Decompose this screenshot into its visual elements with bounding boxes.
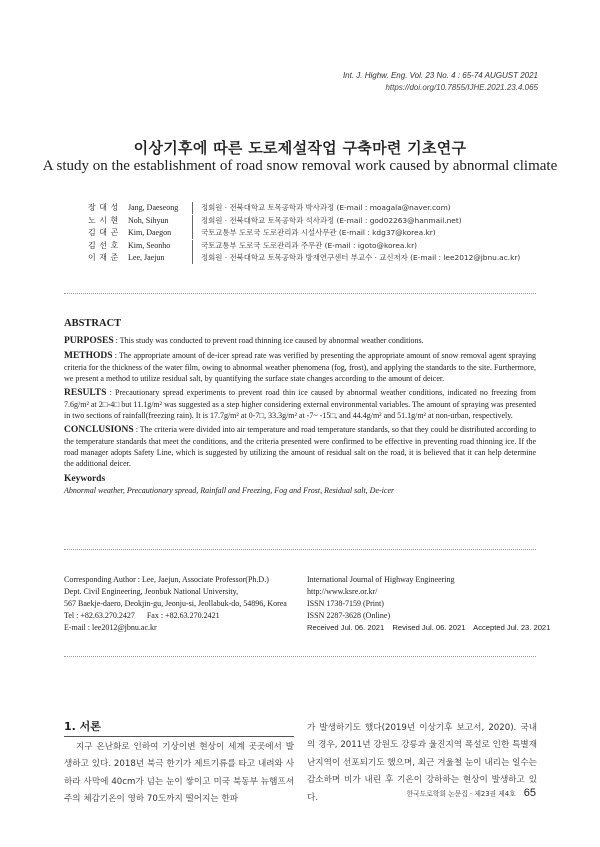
author-row xyxy=(88,252,520,265)
abstract-methods xyxy=(64,350,536,384)
author-affiliation: 국토교통부 도로국 도로관리과 시설사무관 (E-mail : kdg37@korea.kr) xyxy=(201,228,436,238)
author-affiliation: 정회원 · 전북대학교 토목공학과 석사과정 (E-mail : god02263@hanmail.net) xyxy=(201,215,462,225)
author-name-en: Lee, Jaejun xyxy=(128,253,165,263)
journal-info-line: International Journal of Highway Engineering xyxy=(307,575,455,584)
page-footer xyxy=(407,787,536,799)
author-row xyxy=(88,215,520,228)
corresponding-line: Corresponding Author : Lee, Jaejun, Associate Professor(Ph.D.) xyxy=(64,575,269,584)
conclusions-text: : The criteria were divided into air temperature and road temperature standards, so that they could be distributed according to the temperature standards that meet the conditions, and the criteria presented were confirmed to be effective in preventing road thinning ice. If the road manager adopts Safety Line, which is suggested by utilizing the amount of residual salt on the road, it is believed that it can help determine the additional deicer. xyxy=(64,425,536,468)
author-row xyxy=(88,202,520,215)
author-divider xyxy=(192,252,201,264)
footer-journal: 한국도로학회 논문집 · 제23권 제4호 xyxy=(406,790,516,798)
results-text: : Precautionary spread experiments to prevent road thin ice caused by abnormal weather conditions, indicated no freezing from 7.6g/m² at 2□-4□ but 11.1g/m² was suggested as a step higher considering external environmental variables. The amount of spraying was presented in two sections of rainfall(freezing rain). It is 17.7g/m² at 0-7□, 33.3g/m² at -7~ -15□, and 44.4g/m² and 51.1g/m² at non-urban, respectively. xyxy=(64,388,536,420)
abstract-section xyxy=(64,318,536,496)
conclusions-label: CONCLUSIONS xyxy=(64,425,134,435)
keywords-list: Abnormal weather, Precautionary spread, Rainfall and Freezing, Fog and Frost, Residual salt, De-icer xyxy=(64,486,395,495)
author-name-en: Jang, Daeseong xyxy=(128,203,179,212)
journal-citation: Int. J. Highw. Eng. Vol. 23 No. 4 : 65-74 AUGUST 2021 xyxy=(342,71,538,80)
methods-label: METHODS xyxy=(64,351,113,361)
section-rule xyxy=(64,736,294,737)
author-name-ko: 장 대 성 xyxy=(88,203,119,212)
divider-dotted xyxy=(64,656,536,657)
divider-dotted xyxy=(64,293,536,294)
author-name-ko: 김 대 곤 xyxy=(88,228,119,238)
author-name-ko: 노 시 현 xyxy=(88,215,119,225)
author-name-en: Kim, Seonho xyxy=(128,240,171,250)
accepted-date: Accepted Jul. 23. 2021 xyxy=(473,623,551,632)
journal-info-line: ISSN 2287-3628 (Online) xyxy=(307,611,391,620)
body-text-right: 가 발생하기도 했다(2019년 이상기후 보고서, 2020). 국내의 경우, 2011년 강원도 강릉과 울진지역 폭설로 인한 특별재난지역이 선포되기도 했으며, 최근 겨울철 눈이 내리는 일수는 감소하며 비가 내린 후 기온이 강하하는 현상이 발생하고 있다. xyxy=(307,723,537,803)
doi-link[interactable]: https://doi.org/10.7855/IJHE.2021.23.4.065 xyxy=(385,83,538,92)
author-divider xyxy=(192,227,201,239)
title-korean: 이상기후에 따른 도로제설작업 구축마련 기초연구 xyxy=(133,139,467,157)
author-divider xyxy=(192,202,201,214)
author-row xyxy=(88,227,520,240)
abstract-purposes xyxy=(64,335,536,347)
methods-text: : The appropriate amount of de-icer spread rate was verified by presenting the appropriate amount of snow removal agent spraying criteria for the thickness of the water film, owing to abnormal weather phenomena (fog, frost), and applying the standards to the site. Furthermore, we present a method to utilize residual salt, by quantifying the surface state changes according to the amount of deicer. xyxy=(64,351,536,383)
abstract-results xyxy=(64,387,536,421)
author-row xyxy=(88,240,520,253)
title-english: A study on the establishment of road snow removal work caused by abnormal climate xyxy=(42,158,558,174)
corresponding-email[interactable]: E-mail : lee2012@jbnu.ac.kr xyxy=(64,623,157,632)
author-affiliation: 정회원 · 전북대학교 토목공학과 박사과정 (E-mail : moagala@naver.com) xyxy=(201,203,451,212)
corresponding-author-block xyxy=(64,574,287,634)
page-number: 65 xyxy=(523,787,536,799)
section-title-introduction: 1. 서론 xyxy=(64,720,101,733)
author-name-en: Kim, Daegon xyxy=(128,228,172,238)
corresponding-line: 567 Baekje-daero, Deokjin-gu, Jeonju-si, Jeollabuk-do, 54896, Korea xyxy=(64,599,287,608)
results-label: RESULTS xyxy=(64,388,107,398)
corresponding-line: Dept. Civil Engineering, Jeonbuk National University, xyxy=(64,587,239,596)
author-list xyxy=(88,202,520,265)
author-divider xyxy=(192,240,201,252)
revised-date: Revised Jul. 06. 2021 xyxy=(392,623,466,632)
journal-info-block xyxy=(307,574,556,634)
divider-dotted xyxy=(64,549,536,550)
journal-website-link[interactable]: http://www.ksre.or.kr/ xyxy=(307,587,378,596)
author-affiliation: 정회원 · 전북대학교 토목공학과 방재연구센터 부교수 · 교신저자 (E-mail : lee2012@jbnu.ac.kr) xyxy=(201,253,521,263)
author-name-ko: 김 선 호 xyxy=(88,240,119,250)
journal-header xyxy=(343,70,538,94)
received-date: Received Jul. 06. 2021 xyxy=(307,623,385,632)
author-name-ko: 이 재 준 xyxy=(88,253,119,263)
abstract-conclusions xyxy=(64,424,536,469)
abstract-heading: ABSTRACT xyxy=(64,318,122,329)
keywords-heading: Keywords xyxy=(64,474,106,484)
corresponding-line: Tel : +82.63.270.2427 Fax : +82.63.270.2421 xyxy=(64,611,220,620)
author-divider xyxy=(192,215,201,227)
purposes-text: : This study was conducted to prevent road thinning ice caused by abnormal weather conditions. xyxy=(113,336,424,345)
author-affiliation: 국토교통부 도로국 도로관리과 주무관 (E-mail : igoto@korea.kr) xyxy=(201,240,417,250)
author-name-en: Noh, Sihyun xyxy=(128,215,169,225)
purposes-label: PURPOSES xyxy=(64,336,114,346)
journal-info-line: ISSN 1738-7159 (Print) xyxy=(307,599,384,608)
body-text-left: 지구 온난화로 인하여 기상이변 현상이 세계 곳곳에서 발생하고 있다. 2018년 북극 한기가 제트기류를 타고 내려와 사하라 사막에 40cm가 넘는 눈이 쌓이고 미국 북동부 뉴햄프셔 주의 체감기온이 영하 70도까지 떨어지는 한파 xyxy=(64,742,294,805)
received-dates xyxy=(307,622,556,634)
